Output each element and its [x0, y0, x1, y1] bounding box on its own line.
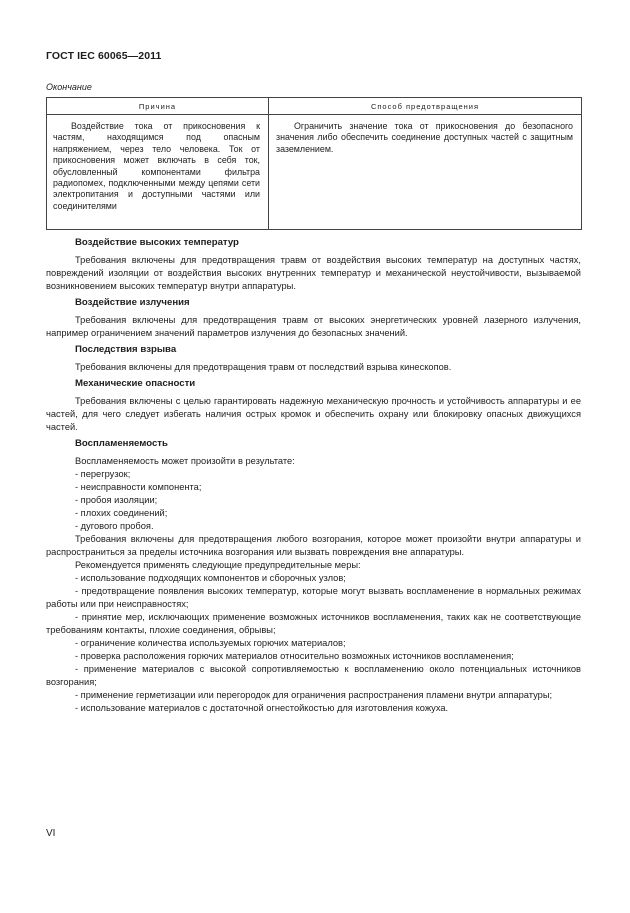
table-header-row: [47, 98, 582, 115]
paragraph-high-temperatures: Требования включены для предотвращения травм от воздействия высоких температур на доступных частях, повреждений изоляции от воздействия высоких внутренних температур и механической неустойчивости, вызываемой возникновением высоких температур внутри аппаратуры.: [46, 255, 581, 291]
column-header-cause: Причина: [47, 98, 269, 115]
page-number: VI: [46, 828, 56, 839]
list-item: - пробоя изоляции;: [75, 495, 158, 505]
prevention-text: Ограничить значение тока от прикосновения до безопасного значения либо обеспечить соединение доступных частей с защитным заземлением.: [276, 121, 573, 154]
section-heading-explosion: Последствия взрыва: [75, 344, 177, 355]
list-item: - дугового пробоя.: [75, 521, 154, 531]
section-heading-mechanical: Механические опасности: [75, 378, 196, 389]
list-item: - применение герметизации или перегородок для ограничения распространения пламени внутри аппаратуры;: [75, 690, 553, 700]
cell-prevention: [269, 115, 582, 230]
hazards-table: [46, 97, 582, 230]
paragraph-explosion: Требования включены для предотвращения травм от последствий взрыва кинескопов.: [75, 362, 452, 372]
cell-cause: [47, 115, 269, 230]
list-item: - использование материалов с достаточной огнестойкостью для изготовления кожуха.: [75, 703, 449, 713]
column-header-prevention: Способ предотвращения: [269, 98, 582, 115]
paragraph-recommendations-intro: Рекомендуется применять следующие предупредительные меры:: [75, 560, 361, 570]
paragraph-flammability-intro: Воспламеняемость может произойти в результате:: [75, 456, 295, 466]
section-heading-radiation: Воздействие излучения: [75, 297, 190, 308]
list-item: - принятие мер, исключающих применение возможных источников воспламенения, таких как не соответствующие требованиям контакты, плохие соединения, обрывы;: [46, 612, 581, 635]
paragraph-mechanical: Требования включены с целью гарантировать надежную механическую прочность и устойчивость аппаратуры и ее частей, для чего следует избегать наличия острых кромок и обеспечить охрану или блокировку опасных движущихся частей.: [46, 396, 581, 432]
paragraph-radiation: Требования включены для предотвращения травм от высоких энергетических уровней лазерного излучения, например ограничением значений параметров излучения до безопасных значений.: [46, 315, 581, 338]
section-heading-flammability: Воспламеняемость: [75, 438, 168, 449]
list-item: - перегрузок;: [75, 469, 131, 479]
list-item: - предотвращение появления высоких температур, которые могут вызвать воспламенение в нормальных режимах работы или при неисправностях;: [46, 586, 581, 609]
list-item: - проверка расположения горючих материалов относительно возможных источников воспламенения;: [75, 651, 514, 661]
list-item: - применение материалов с высокой сопротивляемостью к воспламенению около потенциальных источников возгорания;: [46, 664, 581, 687]
document-id: ГОСТ IEC 60065—2011: [46, 50, 162, 62]
document-body: [46, 236, 581, 715]
list-item: - плохих соединений;: [75, 508, 168, 518]
section-heading-high-temperatures: Воздействие высоких температур: [75, 237, 239, 248]
paragraph-flammability-requirements: Требования включены для предотвращения любого возгорания, которое может произойти внутри аппаратуры и распространиться за пределы источника возгорания или вызвать повреждения вне аппаратуры.: [46, 534, 581, 557]
list-item: - неисправности компонента;: [75, 482, 202, 492]
list-item: - ограничение количества используемых горючих материалов;: [75, 638, 346, 648]
table-row: [47, 115, 582, 230]
cause-text: Воздействие тока от прикосновения к частям, находящимся под опасным напряжением, через тело человека. Ток от прикосновения может включать в себя ток, обусловленный компонентами фильтра радиопомех, подключенными между цепями сети электропитания и доступными частями или соединителями: [53, 121, 260, 211]
table-continuation-label: Окончание: [46, 82, 92, 92]
list-item: - использование подходящих компонентов и сборочных узлов;: [75, 573, 346, 583]
